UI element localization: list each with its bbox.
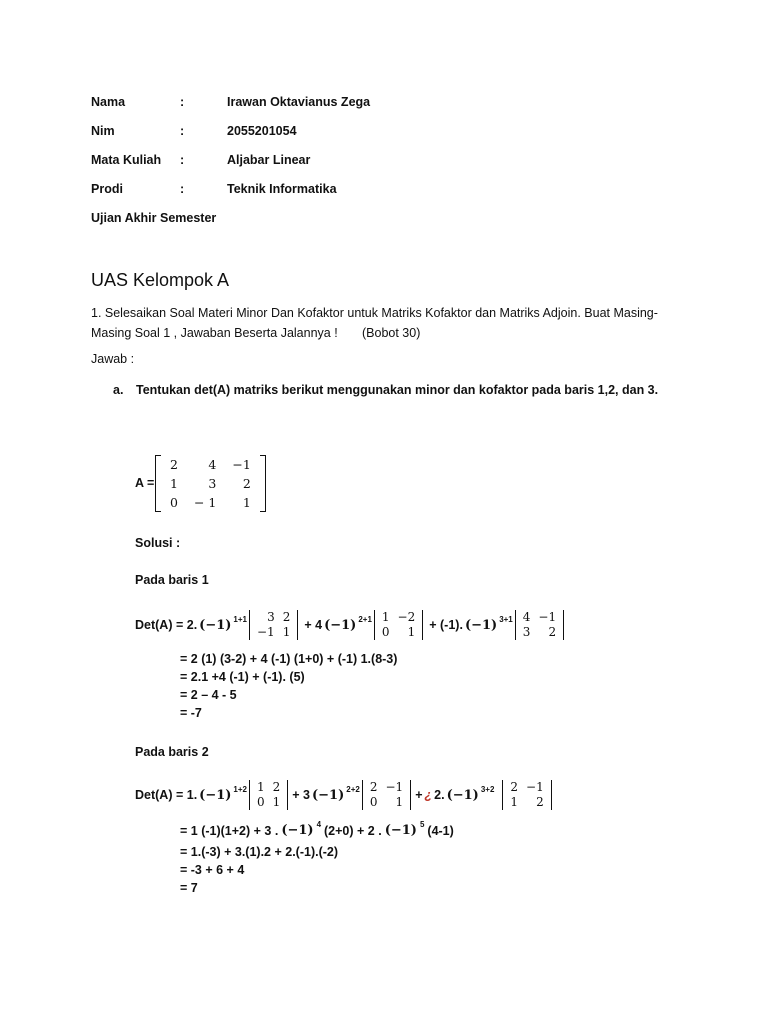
matrix-a-label: A = [135, 476, 155, 490]
minor-matrix [362, 780, 411, 810]
matrix-cell: 2 [170, 457, 178, 472]
matrix-cell: 0 [369, 795, 378, 809]
matrix-cell: 0 [381, 625, 390, 639]
matrix-cell: 2 [242, 476, 251, 491]
exponent: 2+2 [346, 784, 360, 794]
row2-lead: Det(A) = 1. [135, 788, 198, 802]
field-label: Mata Kuliah [91, 153, 162, 167]
exponent: 1+1 [233, 614, 247, 624]
matrix-a-brackets [155, 455, 266, 512]
row1-lead: Det(A) = 2. [135, 618, 198, 632]
sign-factor: (−1) [199, 787, 232, 803]
exponent: 2+1 [358, 614, 372, 624]
term-plus: + [415, 788, 423, 802]
matrix-cell: 2 [272, 780, 281, 794]
step-part: = 1 (-1)(1+2) + 3 . [180, 823, 279, 838]
minor-matrix [374, 610, 423, 640]
matrix-cell: 2 [548, 625, 557, 639]
matrix-cell: 2 [282, 610, 291, 624]
matrix-cell: 3 [267, 610, 275, 624]
answer-label: Jawab : [91, 352, 135, 366]
field-value: Aljabar Linear [227, 153, 311, 167]
field-value: Teknik Informatika [227, 182, 337, 196]
step-part: (2+0) + 2 . [324, 823, 382, 838]
matrix-cell: − 1 [193, 495, 217, 510]
matrix-cell: 1 [272, 795, 281, 809]
minor-matrix [249, 610, 298, 640]
exponent: 4 [316, 820, 322, 829]
question-line-2: Masing Soal 1 , Jawaban Beserta Jalannya ! [91, 326, 338, 340]
exponent: 3+1 [499, 614, 513, 624]
matrix-cell: −1 [232, 457, 251, 472]
minor-matrix [502, 780, 551, 810]
solution-label: Solusi : [135, 536, 181, 550]
term-coefficient: 2. [434, 788, 445, 802]
term-coefficient: + (-1). [429, 618, 463, 632]
step-line: = 2 – 4 - 5 [180, 688, 237, 702]
minor-matrix [515, 610, 564, 640]
matrix-cell: 1 [395, 795, 404, 809]
matrix-cell: −2 [397, 610, 416, 624]
sign-factor: (−1) [384, 823, 417, 838]
item-marker: a. [113, 383, 124, 397]
sign-factor: (−1) [464, 617, 498, 633]
field-label: Nim [91, 124, 115, 138]
matrix-cell: 1 [242, 495, 251, 510]
matrix-cell: −1 [257, 625, 275, 639]
matrix-cell: −1 [526, 780, 544, 794]
field-separator: : [180, 153, 185, 167]
field-value: 2055201054 [227, 124, 297, 138]
step-part: (4-1) [427, 823, 454, 838]
matrix-cell: 1 [407, 625, 416, 639]
matrix-cell: 1 [510, 795, 519, 809]
row1-title: Pada baris 1 [135, 573, 209, 587]
matrix-cell: 0 [257, 795, 265, 809]
matrix-cell: −1 [538, 610, 557, 624]
step-line: = -3 + 6 + 4 [180, 863, 245, 877]
matrix-cell: 1 [170, 476, 178, 491]
sign-factor: (−1) [281, 823, 314, 838]
matrix-cell: 0 [170, 495, 178, 510]
exponent: 3+2 [480, 784, 495, 794]
matrix-cell: 3 [522, 625, 531, 639]
matrix-cell: 3 [208, 476, 217, 491]
field-separator: : [180, 182, 185, 196]
exponent: 5 [419, 820, 425, 829]
stray-glyph: ¿ [424, 788, 433, 802]
sign-factor: (−1) [324, 617, 357, 633]
field-separator: : [180, 95, 185, 109]
question-weight: (Bobot 30) [362, 326, 421, 340]
matrix-cell: 1 [282, 625, 291, 639]
matrix-cell: 2 [369, 780, 378, 794]
step-line: = 1.(-3) + 3.(1).2 + 2.(-1).(-2) [180, 845, 339, 859]
field-label: Prodi [91, 182, 123, 196]
matrix-cell: 2 [536, 795, 544, 809]
sign-factor: (−1) [199, 617, 232, 633]
step-line: = -7 [180, 706, 202, 720]
field-value: Irawan Oktavianus Zega [227, 95, 371, 109]
row2-title: Pada baris 2 [135, 745, 209, 759]
field-label: Nama [91, 95, 126, 109]
question-line-1: 1. Selesaikan Soal Materi Minor Dan Kofaktor untuk Matriks Kofaktor dan Matriks Adjoin. Buat Masing- [91, 306, 658, 320]
matrix-cell: 4 [522, 610, 531, 624]
matrix-a [155, 455, 266, 512]
page-heading: UAS Kelompok A [91, 270, 230, 290]
step-line: = 2.1 +4 (-1) + (-1). (5) [180, 670, 305, 684]
item-text: Tentukan det(A) matriks berikut menggunakan minor dan kofaktor pada baris 1,2, dan 3. [136, 383, 659, 397]
step-line [180, 820, 454, 838]
matrix-cell: 2 [510, 780, 519, 794]
matrix-cell: 4 [208, 457, 217, 472]
term-coefficient: + 3 [292, 788, 311, 802]
sign-factor: (−1) [312, 787, 345, 803]
step-line: = 2 (1) (3-2) + 4 (-1) (1+0) + (-1) 1.(8-3) [180, 652, 398, 666]
row1-expansion [135, 610, 564, 640]
exam-label: Ujian Akhir Semester [91, 211, 217, 225]
matrix-cell: −1 [385, 780, 404, 794]
matrix-cell: 1 [257, 780, 265, 794]
minor-matrix [249, 780, 288, 810]
field-separator: : [180, 124, 185, 138]
exponent: 1+2 [233, 784, 247, 794]
matrix-cell: 1 [381, 610, 390, 624]
term-coefficient: + 4 [304, 618, 323, 632]
row2-expansion [135, 780, 552, 810]
sign-factor: (−1) [446, 787, 479, 803]
step-line: = 7 [180, 881, 198, 895]
